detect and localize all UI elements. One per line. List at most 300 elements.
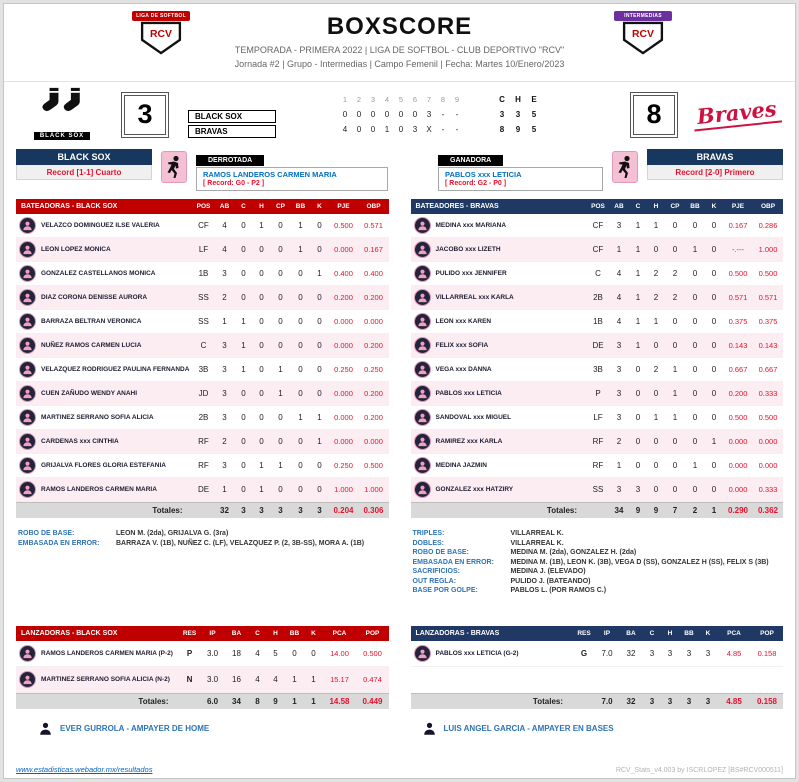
stat-k: 0 [317, 245, 322, 254]
column-header: PCA [332, 630, 347, 637]
player-avatar-icon [19, 241, 36, 258]
stat-pop: 0.158 [757, 649, 777, 658]
stat-ab: 3 [222, 389, 227, 398]
pitching-totals-away [16, 693, 389, 709]
stat-pos: JD [198, 389, 209, 398]
stat-cp: 0 [672, 341, 678, 350]
stat-c: 0 [241, 221, 246, 230]
main-columns [4, 194, 795, 709]
total-h: 3 [667, 697, 673, 706]
total-obp: 0.306 [363, 506, 384, 515]
winning-pitcher-icon [612, 151, 638, 183]
stat-obp: 0.000 [758, 461, 778, 470]
pitching-header-home [411, 626, 784, 641]
stat-pje: 0.200 [334, 293, 353, 302]
player-avatar-icon [19, 313, 36, 330]
player-name: MEDINA JAZMIN [435, 462, 487, 469]
note-value: BARRAZA V. (1B), NUÑEZ C. (LF), VELAZQUEZ P. (2, 3B-SS), MORA A. (1B) [116, 539, 365, 547]
player-cell [16, 385, 193, 402]
column-header: PCA [727, 630, 741, 637]
stat-k: 0 [311, 649, 316, 658]
note-row [413, 540, 782, 547]
stat-ab: 1 [616, 245, 622, 254]
stat-pje: 0.571 [728, 293, 748, 302]
stat-cp: 1 [672, 389, 678, 398]
stat-k: 0 [317, 485, 322, 494]
stat-c: 0 [241, 413, 246, 422]
stat-ab: 3 [222, 413, 227, 422]
stat-res: G [580, 649, 588, 658]
stat-obp: 1.000 [364, 485, 383, 494]
note-row [413, 587, 782, 594]
player-avatar-icon [19, 217, 36, 234]
home-score: 8 [633, 95, 675, 135]
total-value: 5 [531, 110, 537, 119]
column-header: CP [275, 203, 286, 210]
batter-row [16, 478, 389, 502]
inning-score: 0 [370, 125, 376, 134]
stat-c: 0 [635, 365, 641, 374]
stat-bb: 1 [298, 221, 303, 230]
column-header: H [259, 203, 264, 210]
player-avatar-icon [19, 361, 36, 378]
player-name: MEDINA xxx MARIANA [435, 222, 507, 229]
stat-obp: 0.286 [758, 221, 778, 230]
stat-cp: 0 [278, 317, 283, 326]
stat-pos: RF [592, 461, 604, 470]
stat-bb: 1 [692, 245, 698, 254]
stat-bb: 0 [298, 461, 303, 470]
stat-cp: 0 [672, 461, 678, 470]
stat-pos: SS [198, 317, 209, 326]
stat-obp: 0.143 [758, 341, 778, 350]
socks-icon [33, 87, 91, 119]
column-header: BB [295, 203, 306, 210]
stats-website-link[interactable]: www.estadisticas.webador.mx/resultados [16, 765, 153, 774]
stat-bb: 0 [298, 389, 303, 398]
batter-row [16, 262, 389, 286]
column-header: AB [219, 203, 230, 210]
column-header: POS [591, 203, 605, 210]
batter-row [16, 238, 389, 262]
batter-row [411, 262, 784, 286]
inning-score: 3 [426, 110, 432, 119]
boxscore-page [3, 3, 796, 779]
stat-pos: DE [592, 341, 604, 350]
stat-ab: 4 [222, 221, 227, 230]
inning-score: 0 [398, 125, 404, 134]
note-row [413, 549, 782, 556]
stat-obp: 0.167 [364, 245, 383, 254]
player-avatar-icon [19, 385, 36, 402]
player-avatar-icon [19, 265, 36, 282]
stat-h: 0 [259, 317, 264, 326]
stat-c: 1 [635, 221, 641, 230]
batter-row [16, 214, 389, 238]
player-avatar-icon [414, 337, 431, 354]
stat-pje: 0.500 [728, 269, 748, 278]
stat-h: 0 [259, 365, 264, 374]
totals-label: Totales: [138, 697, 169, 706]
stat-k: 0 [711, 221, 717, 230]
stat-bb: 0 [298, 437, 303, 446]
inning-score: 0 [356, 125, 362, 134]
inning-number: 5 [398, 95, 404, 104]
stat-bb: 3 [686, 649, 692, 658]
stat-pje: -.--- [731, 245, 745, 254]
stat-c: 1 [241, 365, 246, 374]
stat-ip: 3.0 [206, 649, 219, 658]
stat-k: 0 [317, 317, 322, 326]
stat-obp: 0.000 [758, 437, 778, 446]
stat-bb: 0 [298, 293, 303, 302]
player-name: MARTINEZ SERRANO SOFIA ALICIA [41, 414, 154, 421]
stat-pos: SS [198, 293, 209, 302]
batting-title-home: BATEADORES - BRAVAS [415, 203, 499, 210]
batting-header-home [411, 199, 784, 214]
column-header: CP [670, 203, 680, 210]
stat-cp: 0 [672, 317, 678, 326]
total-value: 5 [531, 125, 537, 134]
player-cell [16, 409, 193, 426]
stat-h: 0 [259, 293, 264, 302]
records-strip [4, 142, 795, 194]
total-c: 9 [635, 506, 641, 515]
note-value: PULIDO J. (BATEANDO) [510, 577, 591, 585]
note-label: DOBLES: [412, 539, 444, 547]
player-name: PABLOS xxx LETICIA (G-2) [435, 650, 519, 657]
batter-row [411, 358, 784, 382]
stat-bb: 0 [692, 437, 698, 446]
player-name: MARTINEZ SERRANO SOFIA ALICIA (N-2) [41, 676, 170, 683]
stat-ab: 1 [222, 317, 227, 326]
stat-h: 0 [259, 389, 264, 398]
bottom-bar [4, 765, 795, 774]
inning-number: 9 [454, 95, 460, 104]
stat-bb: 0 [692, 389, 698, 398]
stat-pos: RF [198, 461, 209, 470]
stat-cp: 0 [278, 485, 283, 494]
losing-pitcher-icon [161, 151, 187, 183]
stat-cp: 0 [278, 245, 283, 254]
stat-ab: 2 [222, 293, 227, 302]
stat-bb: 0 [692, 413, 698, 422]
player-cell [16, 457, 193, 474]
column-header: K [317, 203, 322, 210]
stat-bb: 1 [298, 413, 303, 422]
stat-cp: 0 [278, 341, 283, 350]
player-cell [411, 433, 588, 450]
stat-pje: 0.400 [334, 269, 353, 278]
stat-cp: 0 [278, 269, 283, 278]
player-cell [411, 337, 588, 354]
stat-c: 0 [241, 389, 246, 398]
losing-pitcher-record: [ Record: G0 - P2 ] [203, 180, 265, 187]
rcv-shield-icon [139, 21, 183, 55]
stat-c: 3 [649, 649, 655, 658]
home-team-standing: Record [2-0] Primero [647, 165, 783, 180]
stat-bb: 0 [298, 317, 303, 326]
stat-pos: DE [197, 485, 210, 494]
player-cell [16, 671, 179, 688]
player-name: CUEN ZAÑUDO WENDY ANAHI [41, 390, 138, 397]
stat-pje: 0.375 [728, 317, 748, 326]
batter-row [411, 310, 784, 334]
stat-obp: 0.250 [364, 365, 383, 374]
stat-cp: 2 [672, 269, 678, 278]
stat-h: 0 [259, 413, 264, 422]
stat-pca: 14.00 [330, 649, 349, 658]
stat-obp: 0.500 [758, 413, 778, 422]
stat-ab: 4 [616, 269, 622, 278]
batter-row [16, 310, 389, 334]
loss-label: DERROTADA [196, 155, 264, 166]
stat-cp: 0 [278, 293, 283, 302]
stat-ip: 7.0 [601, 649, 613, 658]
player-avatar-icon [19, 481, 36, 498]
stat-pje: 0.000 [728, 485, 748, 494]
player-avatar-icon [414, 241, 431, 258]
away-column [16, 199, 389, 709]
column-header: OBP [366, 203, 381, 210]
stat-obp: 0.333 [758, 485, 778, 494]
stat-ab: 2 [222, 437, 227, 446]
stat-c: 3 [635, 485, 641, 494]
stat-obp: 0.571 [758, 293, 778, 302]
winning-pitcher-record: [ Record: G2 - P0 ] [445, 180, 507, 187]
stat-k: 0 [317, 461, 322, 470]
home-team-record [647, 149, 783, 180]
stat-obp: 0.333 [758, 389, 778, 398]
away-score: 3 [124, 95, 166, 135]
inning-number: 7 [426, 95, 432, 104]
stat-h: 2 [653, 293, 659, 302]
stat-cp: 0 [278, 437, 283, 446]
batter-row [16, 358, 389, 382]
player-cell [16, 313, 193, 330]
stat-pos: C [595, 269, 601, 278]
stat-ba: 32 [626, 649, 636, 658]
pitching-totals-home [411, 693, 784, 709]
stat-pca: 15.17 [330, 675, 349, 684]
stat-bb: 0 [692, 485, 698, 494]
stat-pje: 0.000 [334, 341, 353, 350]
player-cell [16, 265, 193, 282]
column-header: C [649, 630, 655, 637]
umpires-row [4, 709, 795, 736]
league-logo-intermedias [614, 11, 672, 60]
player-avatar-icon [414, 289, 431, 306]
column-header: BB [289, 630, 300, 637]
batter-row [16, 286, 389, 310]
stat-ab: 3 [616, 413, 622, 422]
away-totals [494, 110, 542, 119]
inning-score: 4 [342, 125, 348, 134]
player-name: RAMOS LANDEROS CARMEN MARIA [41, 486, 157, 493]
stat-ab: 3 [222, 341, 227, 350]
stat-c: 0 [241, 461, 246, 470]
stat-bb: 0 [298, 485, 303, 494]
pitcher-row [16, 667, 389, 693]
player-avatar-icon [414, 361, 431, 378]
stat-k: 0 [711, 269, 717, 278]
stat-pos: 2B [198, 413, 209, 422]
stat-k: 1 [311, 675, 316, 684]
stat-pje: 0.000 [334, 317, 353, 326]
stat-k: 0 [317, 389, 322, 398]
inning-numbers [338, 95, 464, 104]
league-banner: LIGA DE SOFTBOL [132, 11, 190, 21]
page-title: BOXSCORE [326, 13, 473, 40]
total-pje: 0.290 [727, 506, 749, 515]
stat-h: 0 [259, 437, 264, 446]
stat-pje: 0.250 [334, 365, 353, 374]
batter-row [411, 406, 784, 430]
batter-row [411, 430, 784, 454]
stat-pos: 1B [198, 269, 209, 278]
player-name: VEGA xxx DANNA [435, 366, 492, 373]
stat-obp: 0.400 [364, 269, 383, 278]
stat-pos: SS [592, 485, 604, 494]
stat-obp: 1.000 [758, 245, 778, 254]
player-name: LEON xxx KAREN [435, 318, 492, 325]
note-value: VILLARREAL K. [510, 539, 564, 547]
column-header: K [711, 203, 717, 210]
inning-number: 1 [342, 95, 348, 104]
inning-score: - [441, 110, 445, 119]
column-header: RES [577, 630, 591, 637]
column-header: C [635, 203, 641, 210]
stat-h: 1 [653, 221, 659, 230]
stat-ab: 3 [616, 365, 622, 374]
inning-score: 0 [370, 110, 376, 119]
total-h: 9 [273, 697, 278, 706]
batter-row [16, 430, 389, 454]
batting-header-away [16, 199, 389, 214]
total-c: 3 [241, 506, 246, 515]
stat-h: 2 [653, 365, 659, 374]
note-label: BASE POR GOLPE: [412, 587, 478, 594]
stat-cp: 0 [672, 437, 678, 446]
note-row [413, 578, 782, 585]
stat-pos: P [595, 389, 601, 398]
inning-number: 6 [412, 95, 418, 104]
stat-cp: 1 [278, 365, 283, 374]
batter-row [16, 454, 389, 478]
stat-c: 0 [241, 293, 246, 302]
total-k: 1 [711, 506, 717, 515]
player-cell [411, 289, 588, 306]
total-h: 3 [259, 506, 264, 515]
inning-score: - [455, 125, 459, 134]
column-header: POP [365, 630, 380, 637]
batter-row [16, 334, 389, 358]
pitcher-row [411, 641, 784, 667]
player-avatar-icon [19, 409, 36, 426]
stat-bb: 1 [692, 461, 698, 470]
stat-k: 0 [317, 341, 322, 350]
total-pop: 0.158 [756, 697, 778, 706]
player-name: BARRAZA BELTRAN VERONICA [41, 318, 142, 325]
stat-ab: 3 [222, 365, 227, 374]
total-obp: 0.362 [757, 506, 779, 515]
stat-cp: 1 [672, 365, 678, 374]
player-avatar-icon [414, 385, 431, 402]
column-header: OBP [760, 203, 776, 210]
stat-c: 4 [255, 649, 260, 658]
stat-c: 0 [635, 389, 641, 398]
braves-logo [693, 95, 781, 130]
stat-pca: 4.85 [726, 649, 742, 658]
stat-cp: 1 [278, 389, 283, 398]
away-team-name: BLACK SOX [16, 149, 152, 165]
column-header: POS [196, 203, 211, 210]
pitching-title-away: LANZADORAS - BLACK SOX [21, 630, 118, 637]
player-cell [16, 481, 193, 498]
player-cell [411, 481, 588, 498]
stat-pos: LF [593, 413, 603, 422]
pitching-body-home [411, 641, 784, 693]
stat-bb: 0 [692, 269, 698, 278]
player-name: DIAZ CORONA DENISSE AURORA [41, 294, 148, 301]
player-avatar-icon [414, 217, 431, 234]
column-header: PJE [337, 203, 350, 210]
batting-title-away: BATEADORAS - BLACK SOX [21, 203, 118, 210]
player-name: SANDOVAL xxx MIGUEL [435, 414, 512, 421]
stat-h: 5 [273, 649, 278, 658]
stat-c: 0 [635, 413, 641, 422]
inning-score: 0 [356, 110, 362, 119]
player-cell [411, 385, 588, 402]
column-header: K [705, 630, 711, 637]
stat-pop: 0.474 [363, 675, 382, 684]
stat-k: 0 [711, 317, 717, 326]
stat-c: 1 [635, 341, 641, 350]
batting-body-home [411, 214, 784, 502]
stat-bb: 0 [692, 317, 698, 326]
stat-pos: CF [592, 221, 604, 230]
stat-c: 1 [635, 317, 641, 326]
notes-home [411, 528, 784, 626]
stat-k: 0 [711, 365, 717, 374]
stat-cp: 0 [672, 221, 678, 230]
stat-pje: 0.250 [334, 461, 353, 470]
losing-pitcher-name: RAMOS LANDEROS CARMEN MARIA [203, 170, 337, 179]
batting-table-away [16, 199, 389, 518]
pitching-title-home: LANZADORAS - BRAVAS [415, 630, 500, 637]
stat-obp: 0.571 [364, 221, 383, 230]
stat-cp: 0 [672, 245, 678, 254]
player-name: GONZALEZ CASTELLANOS MONICA [41, 270, 156, 277]
player-name: VELAZCO DOMINGUEZ ILSE VALERIA [41, 222, 160, 229]
total-c: 3 [649, 697, 655, 706]
svg-text:RCV: RCV [150, 29, 172, 41]
batter-row [411, 238, 784, 262]
column-header: PJE [731, 203, 745, 210]
inning-score: 0 [412, 110, 418, 119]
total-pca: 14.58 [329, 697, 350, 706]
stat-h: 0 [653, 389, 659, 398]
player-name: VELAZQUEZ RODRIGUEZ PAULINA FERNANDA [41, 366, 190, 373]
batting-body-away [16, 214, 389, 502]
stat-h: 4 [273, 675, 278, 684]
note-value: VILLARREAL K. [510, 530, 564, 537]
stat-h: 2 [653, 269, 659, 278]
stat-ba: 16 [232, 675, 241, 684]
column-header: K [311, 630, 316, 637]
stat-c: 0 [241, 269, 246, 278]
note-label: EMBASADA EN ERROR: [412, 558, 494, 566]
